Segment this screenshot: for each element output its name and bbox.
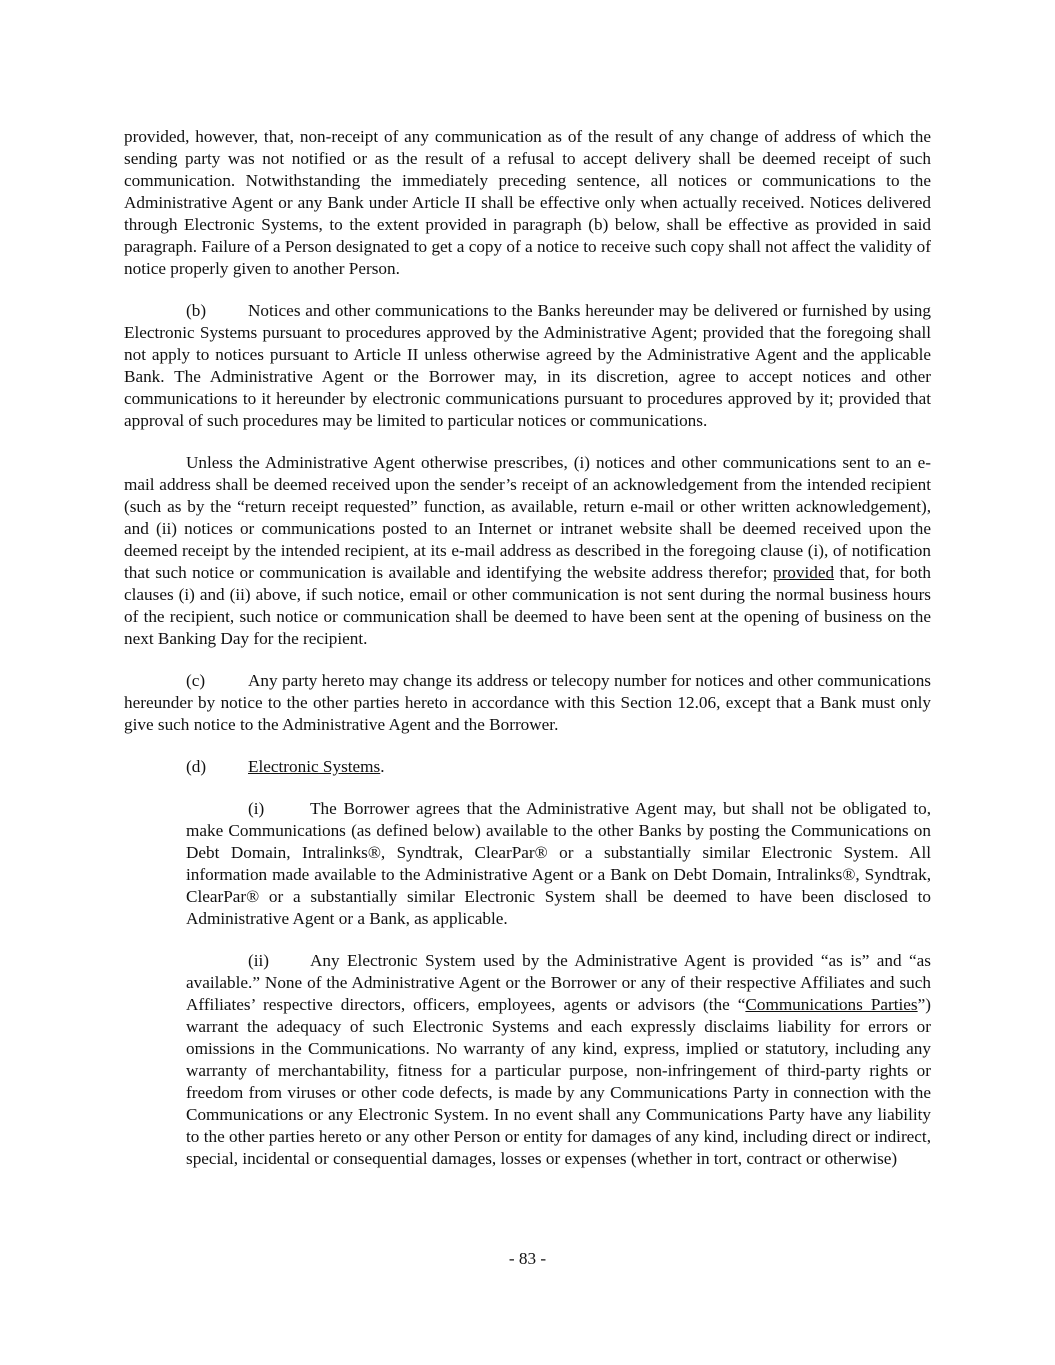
paragraph-d-i-text: The Borrower agrees that the Administrative Agent may, but shall not be obligated to, make Communications (as defined below) available to the other Banks by posting the Communications on Debt Domain, Intralinks®, Syndtrak, ClearPar® or a substantially similar Electronic System. All information made available to the Administrative Agent or a Bank on Debt Domain, Intralinks®, Syndtrak, ClearPar® or a substantially similar Electronic System shall be deemed to have been disclosed to Administrative Agent or a Bank, as applicable. <box>186 799 931 928</box>
paragraph-label-d-ii: (ii) <box>248 951 269 970</box>
page-number: - 83 - <box>508 1249 547 1268</box>
communications-parties-term: Communications Parties <box>745 995 918 1014</box>
paragraph-label-b: (b) <box>186 301 207 320</box>
paragraph-b <box>124 300 931 432</box>
heading-period: . <box>380 757 385 776</box>
paragraph-notice-effectiveness: provided, however, that, non-receipt of any communication as of the result of any change of address of which the sending party was not notified or as the result of a refusal to accept delivery shall be deemed receipt of such communication. Notwithstanding the immediately preceding sentence, all notices or communications to the Administrative Agent or any Bank under Article II shall be effective only when actually received. Notices delivered through Electronic Systems, to the extent provided in paragraph (b) below, shall be effective as provided in said paragraph. Failure of a Person designated to get a copy of a notice to receive such copy shall not affect the validity of notice properly given to another Person. <box>124 127 931 278</box>
paragraph-email-receipt-text-1: Unless the Administrative Agent otherwise prescribes, (i) notices and other communications sent to an e-mail address shall be deemed received upon the sender’s receipt of an acknowledgement from the intended recipient (such as by the “return receipt requested” function, as available, return e-mail or other written acknowledgement), and (ii) notices or communications posted to an Internet or intranet website shall be deemed received upon the deemed receipt by the intended recipient, at its e-mail address as described in the foregoing clause (i), of notification that such notice or communication is available and identifying the website address therefor; <box>124 453 931 582</box>
paragraph-label-d: (d) <box>186 757 207 776</box>
paragraph-d-i <box>186 798 931 930</box>
paragraph-d-heading <box>124 756 931 778</box>
paragraph-d-ii-text-1: Any Electronic System used by the Administrative Agent is provided “as is” and “as available.” None of the Administrative Agent or the Borrower or any of their respective Affiliates and such Affiliates’ respective directors, officers, employees, agents or advisors (the “ <box>186 951 931 1014</box>
paragraph-d-ii <box>186 950 931 1170</box>
paragraph-email-receipt-text-2: that, for both clauses (i) and (ii) above, if such notice, email or other communication is not sent during the normal business hours of the recipient, such notice or communication shall be deemed to have been sent at the opening of business on the next Banking Day for the recipient. <box>124 563 931 648</box>
paragraph-c <box>124 670 931 736</box>
paragraph-label-c: (c) <box>186 671 206 690</box>
paragraph-d-ii-text-2: ”) warrant the adequacy of such Electronic Systems and each expressly disclaims liability for errors or omissions in the Communications. No warranty of any kind, express, implied or statutory, including any warranty of merchantability, fitness for a particular purpose, non-infringement of third-party rights or freedom from viruses or other code defects, is made by any Communications Party in connection with the Communications or any Electronic System. In no event shall any Communications Party have any liability to the other parties hereto or any other Person or entity for damages of any kind, including direct or indirect, special, incidental or consequential damages, losses or expenses (whether in tort, contract or otherwise) <box>186 995 931 1168</box>
provided-underlined-term: provided <box>772 563 835 582</box>
document-body <box>124 126 931 1190</box>
paragraph-b-text: Notices and other communications to the Banks hereunder may be delivered or furnished by using Electronic Systems pursuant to procedures approved by the Administrative Agent; provided that the foregoing shall not apply to notices pursuant to Article II unless otherwise agreed by the Administrative Agent and the applicable Bank. The Administrative Agent or the Borrower may, in its discretion, agree to accept notices and other communications to it hereunder by electronic communications pursuant to procedures approved by it; provided that approval of such procedures may be limited to particular notices or communications. <box>124 301 931 430</box>
paragraph-c-text: Any party hereto may change its address or telecopy number for notices and other communications hereunder by notice to the other parties hereto in accordance with this Section 12.06, except that a Bank must only give such notice to the Administrative Agent and the Borrower. <box>124 671 931 734</box>
paragraph-email-receipt <box>124 452 931 650</box>
electronic-systems-heading: Electronic Systems <box>248 757 381 776</box>
paragraph-label-d-i: (i) <box>248 799 265 818</box>
